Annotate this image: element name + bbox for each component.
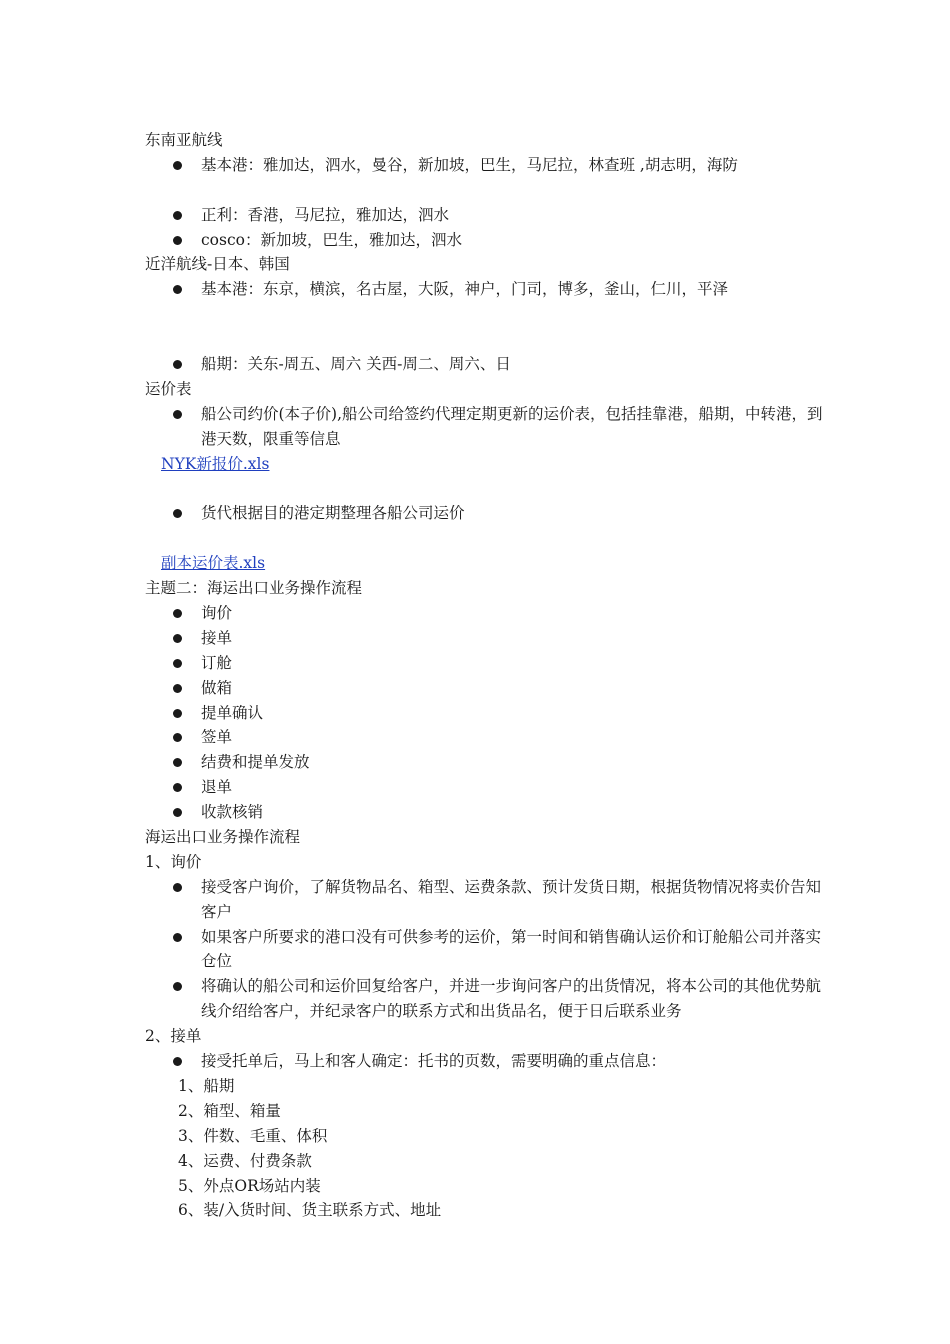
list-item-sea-basic-ports: 基本港：雅加达，泗水，曼谷，新加坡，巴生，马尼拉，林查班 ,胡志明，海防 — [145, 153, 825, 178]
list-item-step: 结费和提单发放 — [145, 750, 825, 775]
heading-step-order: 2、接单 — [145, 1027, 202, 1046]
list-item-sea-cosco: cosco：新加坡，巴生，雅加达，泗水 — [145, 228, 825, 253]
list-item-near-basic-ports: 基本港：东京，横滨，名古屋，大阪，神户，门司，博多，釜山，仁川，平泽 — [145, 277, 825, 302]
order-point: 2、箱型、箱量 — [178, 1101, 281, 1120]
list-item-step: 订舱 — [145, 651, 825, 676]
list-item-inquiry: 接受客户询价，了解货物品名、箱型、运费条款、预计发货日期，根据货物情况将卖价告知客户 — [145, 875, 825, 925]
list-item-step: 退单 — [145, 775, 825, 800]
order-point: 5、外点OR场站内装 — [178, 1176, 321, 1195]
document-body — [145, 128, 825, 1223]
heading-near-sea: 近洋航线-日本、韩国 — [145, 255, 290, 274]
blank-line — [145, 526, 825, 551]
order-point: 6、装/入货时间、货主联系方式、地址 — [178, 1201, 442, 1220]
order-point: 4、运费、付费条款 — [178, 1151, 312, 1170]
list-item-step: 做箱 — [145, 676, 825, 701]
list-item-inquiry: 将确认的船公司和运价回复给客户，并进一步询问客户的出货情况，将本公司的其他优势航线介绍给客户，并纪录客户的联系方式和出货品名，便于日后联系业务 — [145, 974, 825, 1024]
heading-step-inquiry: 1、询价 — [145, 852, 202, 871]
order-point: 1、船期 — [178, 1076, 235, 1095]
list-item-inquiry: 如果客户所要求的港口没有可供参考的运价，第一时间和销售确认运价和订舱船公司并落实仓位 — [145, 925, 825, 975]
blank-line — [145, 302, 825, 327]
order-point: 3、件数、毛重、体积 — [178, 1126, 328, 1145]
list-item-step: 提单确认 — [145, 701, 825, 726]
list-item-sea-zhengli: 正利：香港，马尼拉，雅加达，泗水 — [145, 203, 825, 228]
list-item-rate-contract: 船公司约价(本子价),船公司给签约代理定期更新的运价表，包括挂靠港，船期，中转港，到港天数，限重等信息 — [145, 402, 825, 452]
blank-line — [145, 477, 825, 502]
heading-rate-table: 运价表 — [145, 379, 192, 398]
list-item-rate-forwarder: 货代根据目的港定期整理各船公司运价 — [145, 501, 825, 526]
heading-export-flow: 海运出口业务操作流程 — [145, 827, 301, 846]
list-item-step: 签单 — [145, 725, 825, 750]
list-item-order: 接受托单后，马上和客人确定：托书的页数，需要明确的重点信息： — [145, 1049, 825, 1074]
link-rate-table-copy[interactable]: 副本运价表.xls — [161, 554, 266, 573]
heading-southeast-asia: 东南亚航线 — [145, 131, 223, 149]
list-item-step: 收款核销 — [145, 800, 825, 825]
heading-topic-two: 主题二：海运出口业务操作流程 — [145, 579, 363, 598]
list-item-near-schedule: 船期：关东-周五、周六 关西-周二、周六、日 — [145, 352, 825, 377]
blank-line — [145, 178, 825, 203]
list-item-step: 接单 — [145, 626, 825, 651]
list-item-step: 询价 — [145, 601, 825, 626]
blank-line — [145, 327, 825, 352]
link-nyk-quote[interactable]: NYK新报价.xls — [161, 454, 270, 473]
